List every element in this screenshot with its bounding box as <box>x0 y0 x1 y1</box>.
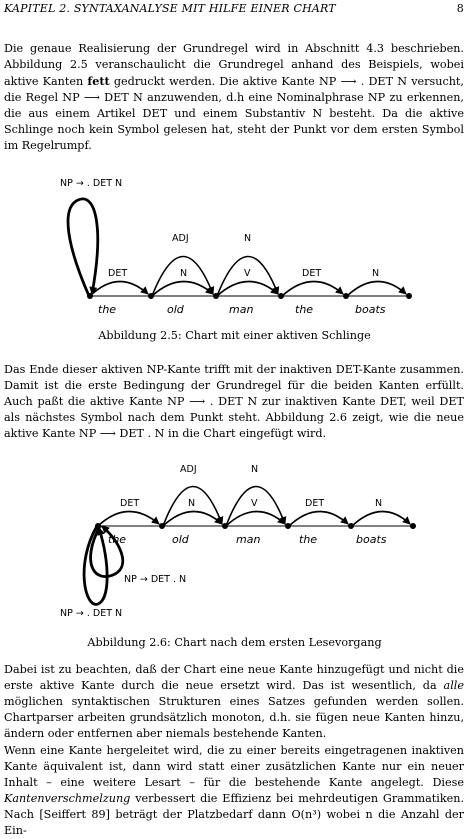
para1-text-a: Die genaue Realisierung der Grundregel wird in Abschnitt 4.3 beschrieben. Abbildung 2.5 veranschaulicht die Grundregel anhand des Beispiels, wobei aktive Kanten <box>4 42 464 88</box>
label-v-f2: V <box>251 498 258 509</box>
para3-text-a: Dabei ist zu beachten, daß der Chart eine neue Kante hinzugefügt und nicht die erste aktive Kante durch die neue ersetzt wird. Das ist wesentlich, da <box>4 663 464 692</box>
para1-bold: fett <box>87 74 110 88</box>
para3-italic: alle <box>443 679 464 692</box>
label-n-1-f2: N <box>188 498 196 509</box>
label-n-2: N <box>372 268 380 279</box>
edge-det-f2 <box>98 511 159 526</box>
caption-2-6: Abbildung 2.6: Chart nach dem ersten Lesevorgang <box>87 636 382 649</box>
loop-edge <box>68 199 98 296</box>
label-adj: ADJ <box>172 233 189 244</box>
paragraph-4 <box>4 743 464 839</box>
word-old-f2: old <box>172 533 189 546</box>
label-det-2: DET <box>302 268 322 279</box>
paragraph-1 <box>4 41 464 154</box>
label-n-upper-f2: N <box>251 464 259 475</box>
running-header <box>4 2 464 16</box>
edge-n-2 <box>347 281 406 296</box>
edge-v-f2 <box>226 511 285 526</box>
edge-det <box>90 281 148 296</box>
edge-v <box>217 281 278 296</box>
word-the-1-f2: the <box>108 533 127 546</box>
edge-n-1-f2 <box>163 511 222 526</box>
word-the-2: the <box>295 303 314 316</box>
word-man: man <box>229 303 254 316</box>
paragraph-2 <box>4 362 464 442</box>
loop-label-f2: NP → . DET N <box>60 608 123 619</box>
edge-n-2-f2 <box>352 511 410 526</box>
word-man-f2: man <box>236 533 261 546</box>
label-n-upper: N <box>244 233 252 244</box>
edge-n-1 <box>152 281 213 296</box>
word-the-1: the <box>98 303 117 316</box>
label-det: DET <box>108 268 128 279</box>
label-det-f2: DET <box>120 498 140 509</box>
figure-2-5 <box>0 168 469 323</box>
word-boats: boats <box>355 303 386 316</box>
para1-text-b: gedruckt werden. Die aktive Kante NP ⟶ . DET N versucht, die Regel NP ⟶ DET N anzuwenden, d.h eine Nominalphrase NP zu erkennen, die aus einem Artikel DET und einem Substantiv N besteht. Da die aktive Schlinge noch kein Symbol gelesen hat, steht der Punkt vor dem ersten Symbol im Regelrumpf. <box>4 75 464 152</box>
word-boats-f2: boats <box>356 533 387 546</box>
edge-det-2 <box>282 281 343 296</box>
para2-text: Das Ende dieser aktiven NP-Kante trifft mit der inaktiven DET-Kante zusammen. Damit ist die erste Bedingung der Grundregel für die beiden Kanten erfüllt. Auch paßt die aktive Kante NP ⟶ . DET N zur inaktiven Kante DET, weil DET als nächstes Symbol nach dem Punkt steht. Abbildung 2.6 zeigt, wie die neue aktive Kante NP ⟶ DET . N in die Chart eingefügt wird. <box>4 363 464 440</box>
paragraph-3 <box>4 662 464 742</box>
label-v: V <box>244 268 251 279</box>
word-the-2-f2: the <box>299 533 318 546</box>
new-edge-label: NP → DET . N <box>124 574 187 585</box>
label-n-1: N <box>180 268 188 279</box>
para4-text-b: verbessert die Effizienz bei mehrdeutigen Grammatiken. Nach [Seiffert 89] beträgt der Platzbedarf dann O(n³) wobei n die Anzahl der Ein- <box>4 792 464 837</box>
word-old: old <box>167 303 184 316</box>
label-n-2-f2: N <box>375 498 383 509</box>
para3-text-b: möglichen syntaktischen Strukturen eines Satzes gefunden werden sollen. Chartparser arbeiten grundsätzlich monoton, d.h. sie fügen neue Kanten hinzu, ändern oder entfernen aber niemals bestehende Kanten. <box>4 695 464 740</box>
label-det-2-f2: DET <box>305 498 325 509</box>
loop-label: NP → . DET N <box>60 178 123 189</box>
para4-text-a: Wenn eine Kante hergeleitet wird, die zu einer bereits eingetragenen inaktiven Kante äquivalent ist, dann wird statt einer zusätzlichen Kante nur ein neuer Inhalt – eine weitere Lesart – für die bestehende Kante angelegt. Diese <box>4 744 464 789</box>
page-number: 8 <box>456 2 464 15</box>
caption-2-5: Abbildung 2.5: Chart mit einer aktiven Schlinge <box>98 329 371 342</box>
label-adj-f2: ADJ <box>180 464 197 475</box>
figure-2-6 <box>0 454 469 624</box>
para4-italic: Kantenverschmelzung <box>4 792 131 805</box>
chapter-title: KAPITEL 2. SYNTAXANALYSE MIT HILFE EINER CHART <box>4 2 336 15</box>
edge-det-2-f2 <box>289 511 348 526</box>
